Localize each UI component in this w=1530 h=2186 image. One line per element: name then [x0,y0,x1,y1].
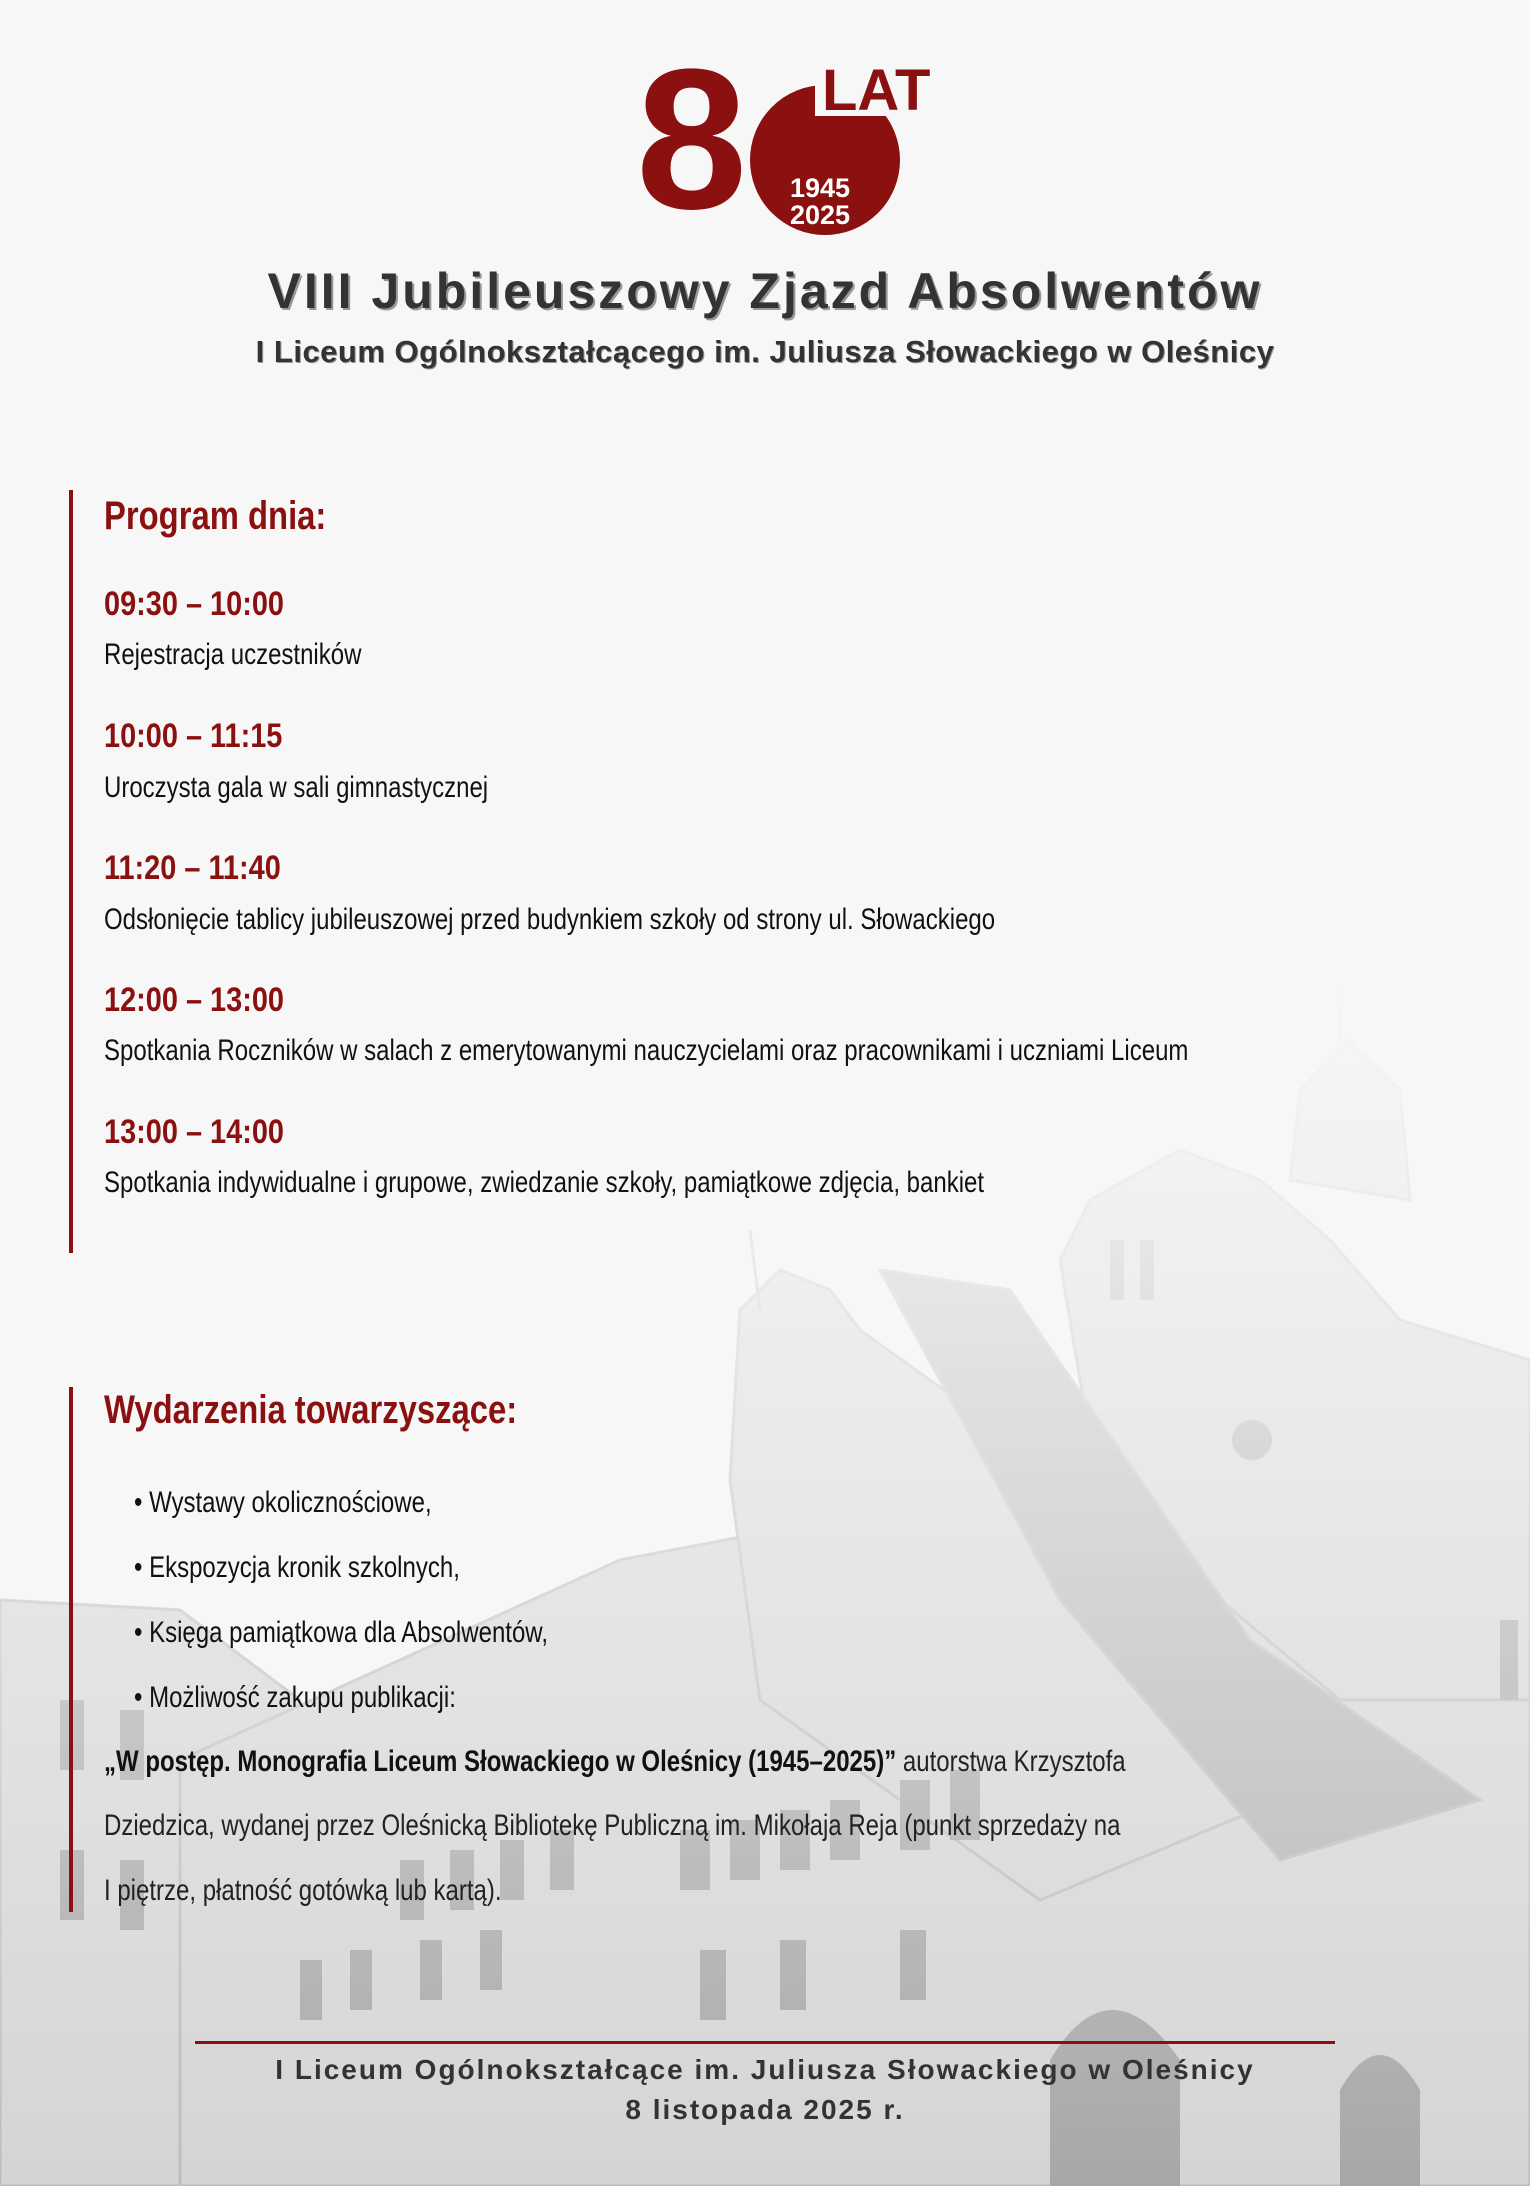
publication-line-2: Dziedzica, wydanej przez Oleśnicką Bibliotekę Publiczną im. Mikołaja Reja (punkt sprzedaży na [104,1809,1121,1842]
event-item-text: Wystawy okolicznościowe, [149,1486,432,1519]
event-item-text: Księga pamiątkowa dla Absolwentów, [149,1616,548,1649]
event-list-item: • Ekspozycja kronik szkolnych, [134,1551,460,1584]
publication-line-1 [104,1745,1126,1779]
program-desc: Spotkania Roczników w salach z emerytowanymi nauczycielami oraz pracownikami i uczniami Liceum [104,1034,1189,1067]
program-time: 12:00 – 13:00 [104,981,284,1019]
event-list-item: • Wystawy okolicznościowe, [134,1486,432,1519]
footer-divider [195,2041,1335,2044]
program-time: 10:00 – 11:15 [104,717,283,755]
program-heading: Program dnia: [104,494,327,538]
footer-date: 8 listopada 2025 r. [625,2094,905,2125]
events-accent-bar [69,1387,73,1912]
program-accent-bar [69,490,73,1253]
program-time: 13:00 – 14:00 [104,1113,284,1151]
program-time: 09:30 – 10:00 [104,585,284,623]
logo-year-end: 2025 [790,200,851,230]
program-desc: Spotkania indywidualne i grupowe, zwiedzanie szkoły, pamiątkowe zdjęcia, bankiet [104,1166,985,1199]
publication-line-3: I piętrze, płatność gotówką lub kartą). [104,1874,502,1907]
event-list-item: • Możliwość zakupu publikacji: [134,1681,456,1714]
event-item-text: Ekspozycja kronik szkolnych, [149,1551,460,1584]
page-title: VIII Jubileuszowy Zjazd Absolwentów [267,263,1263,319]
publication-author: autorstwa Krzysztofa [896,1745,1126,1778]
program-desc: Uroczysta gala w sali gimnastycznej [104,771,489,804]
program-desc: Rejestracja uczestników [104,638,362,671]
page-subtitle: I Liceum Ogólnokształcącego im. Juliusza Słowackiego w Oleśnicy [255,334,1275,369]
logo-year-start: 1945 [790,173,851,203]
publication-title: „W postęp. Monografia Liceum Słowackiego w Oleśnicy (1945–2025)” [104,1745,897,1778]
program-desc: Odsłonięcie tablicy jubileuszowej przed budynkiem szkoły od strony ul. Słowackiego [104,903,996,936]
logo-eight: 8 [636,50,748,240]
event-list-item: • Księga pamiątkowa dla Absolwentów, [134,1616,548,1649]
event-item-text: Możliwość zakupu publikacji: [149,1681,456,1714]
events-heading: Wydarzenia towarzyszące: [104,1388,518,1432]
80-lat-logo [630,50,970,240]
program-time: 11:20 – 11:40 [104,849,281,887]
footer-school-name: I Liceum Ogólnokształcące im. Juliusza Słowackiego w Oleśnicy [275,2054,1255,2085]
logo-lat: LAT [822,58,931,123]
